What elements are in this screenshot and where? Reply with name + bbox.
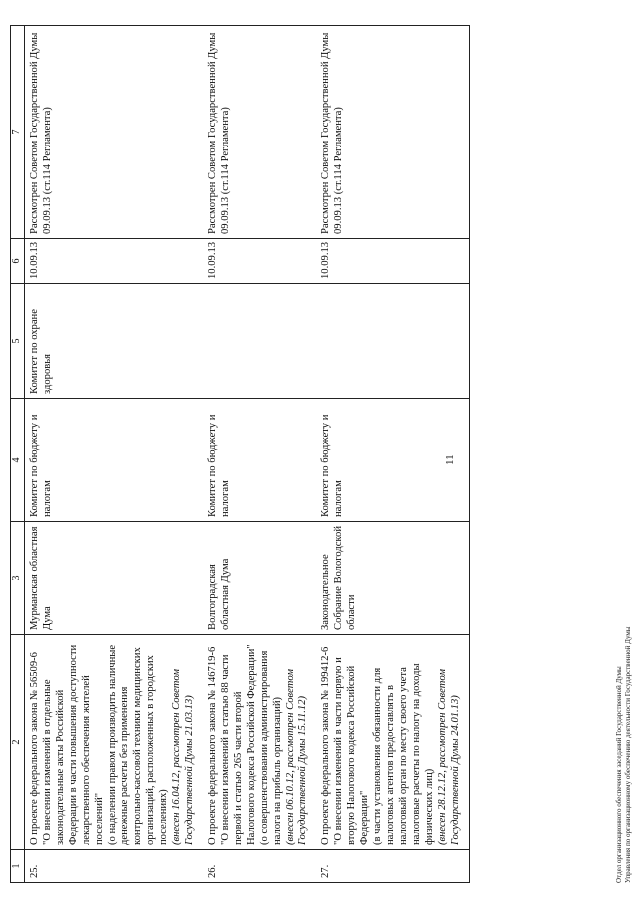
committee-cell: Комитет по бюджету и налогам (25, 399, 203, 522)
status-cell: Рассмотрен Советом Государственной Думы 09.09.13 (ст.114 Регламента) (316, 26, 469, 239)
date-cell: 10.09.13 (316, 239, 469, 284)
footer-line-1: Отдел организационного обеспечения заседаний Государственной Думы (615, 666, 623, 883)
bill-title: О проекте федерального закона № 146719-6 (206, 646, 218, 845)
status-cell: Рассмотрен Советом Государственной Думы 09.09.13 (ст.114 Регламента) (203, 26, 316, 239)
row-number: 27. (316, 850, 469, 883)
col-header-3: 3 (11, 522, 25, 635)
col-header-6: 6 (11, 239, 25, 284)
author-cell: Волгоградская областная Дума (203, 522, 316, 635)
header-row (11, 26, 25, 883)
col-header-1: 1 (11, 850, 25, 883)
bill-note: (внесен 28.12.12, рассмотрен Советом Государственной Думы 24.01.13) (436, 669, 461, 845)
row-number: 26. (203, 850, 316, 883)
col-header-2: 2 (11, 635, 25, 850)
bill-cell (316, 635, 469, 850)
bill-title: О проекте федерального закона № 199412-6 (320, 646, 332, 845)
committee-cell: Комитет по бюджету и налогам (316, 399, 469, 522)
bill-subject: (в части установления обязанности для налоговых агентов предоставлять в налоговый орган по месту своего учета налоговые расчеты по налогу на доходы физических лиц) (372, 663, 435, 845)
col-header-5: 5 (11, 284, 25, 399)
footer-line-2: Управления по организационному обеспечению деятельности Государственной Думы (623, 626, 632, 883)
bill-note: (внесен 06.10.12, рассмотрен Советом Государственной Думы 15.11.12) (284, 669, 309, 845)
status-cell: Рассмотрен Советом Государственной Думы 09.09.13 (ст.114 Регламента) (25, 26, 203, 239)
table-row (316, 26, 469, 883)
bill-note: (внесен 16.04.12, рассмотрен Советом Государственной Думы 21.03.13) (171, 669, 196, 845)
bill-description: "О внесении изменений в отдельные законодательные акты Российской Федерации в части повышения доступности лекарственного обеспечения жителей поселений" (41, 644, 105, 845)
table-row (203, 26, 316, 883)
bill-subject: (о наделении правом производить наличные денежные расчеты без применения контрольно-кассовой техники медицинских организаций, расположенных в городских поселениях) (106, 644, 170, 845)
date-cell: 10.09.13 (25, 239, 203, 284)
co-committee-cell: Комитет по охране здоровья (25, 284, 203, 399)
page-number: 11 (444, 454, 456, 465)
author-cell: Мурманская областная Дума (25, 522, 203, 635)
row-number: 25. (25, 850, 203, 883)
date-cell: 10.09.13 (203, 239, 316, 284)
bills-table (10, 25, 470, 883)
author-cell: Законодательное Собрание Вологодской области (316, 522, 469, 635)
footer (615, 627, 633, 883)
bill-description: "О внесении изменений в части первую и вторую Налогового кодекса Российской Федерации" (333, 657, 371, 845)
col-header-7: 7 (11, 26, 25, 239)
bill-description: "О внесении изменений в статью 88 части первой и статью 265 части второй Налогового кодекса Российской Федерации" (219, 644, 257, 845)
col-header-4: 4 (11, 399, 25, 522)
bill-title: О проекте федерального закона № 56509-6 (29, 652, 40, 845)
co-committee-cell (203, 284, 316, 399)
bill-subject: (о совершенствовании администрирования налога на прибыль организаций) (258, 650, 283, 845)
committee-cell: Комитет по бюджету и налогам (203, 399, 316, 522)
table-row (25, 26, 203, 883)
bill-cell (25, 635, 203, 850)
bill-cell (203, 635, 316, 850)
co-committee-cell (316, 284, 469, 399)
